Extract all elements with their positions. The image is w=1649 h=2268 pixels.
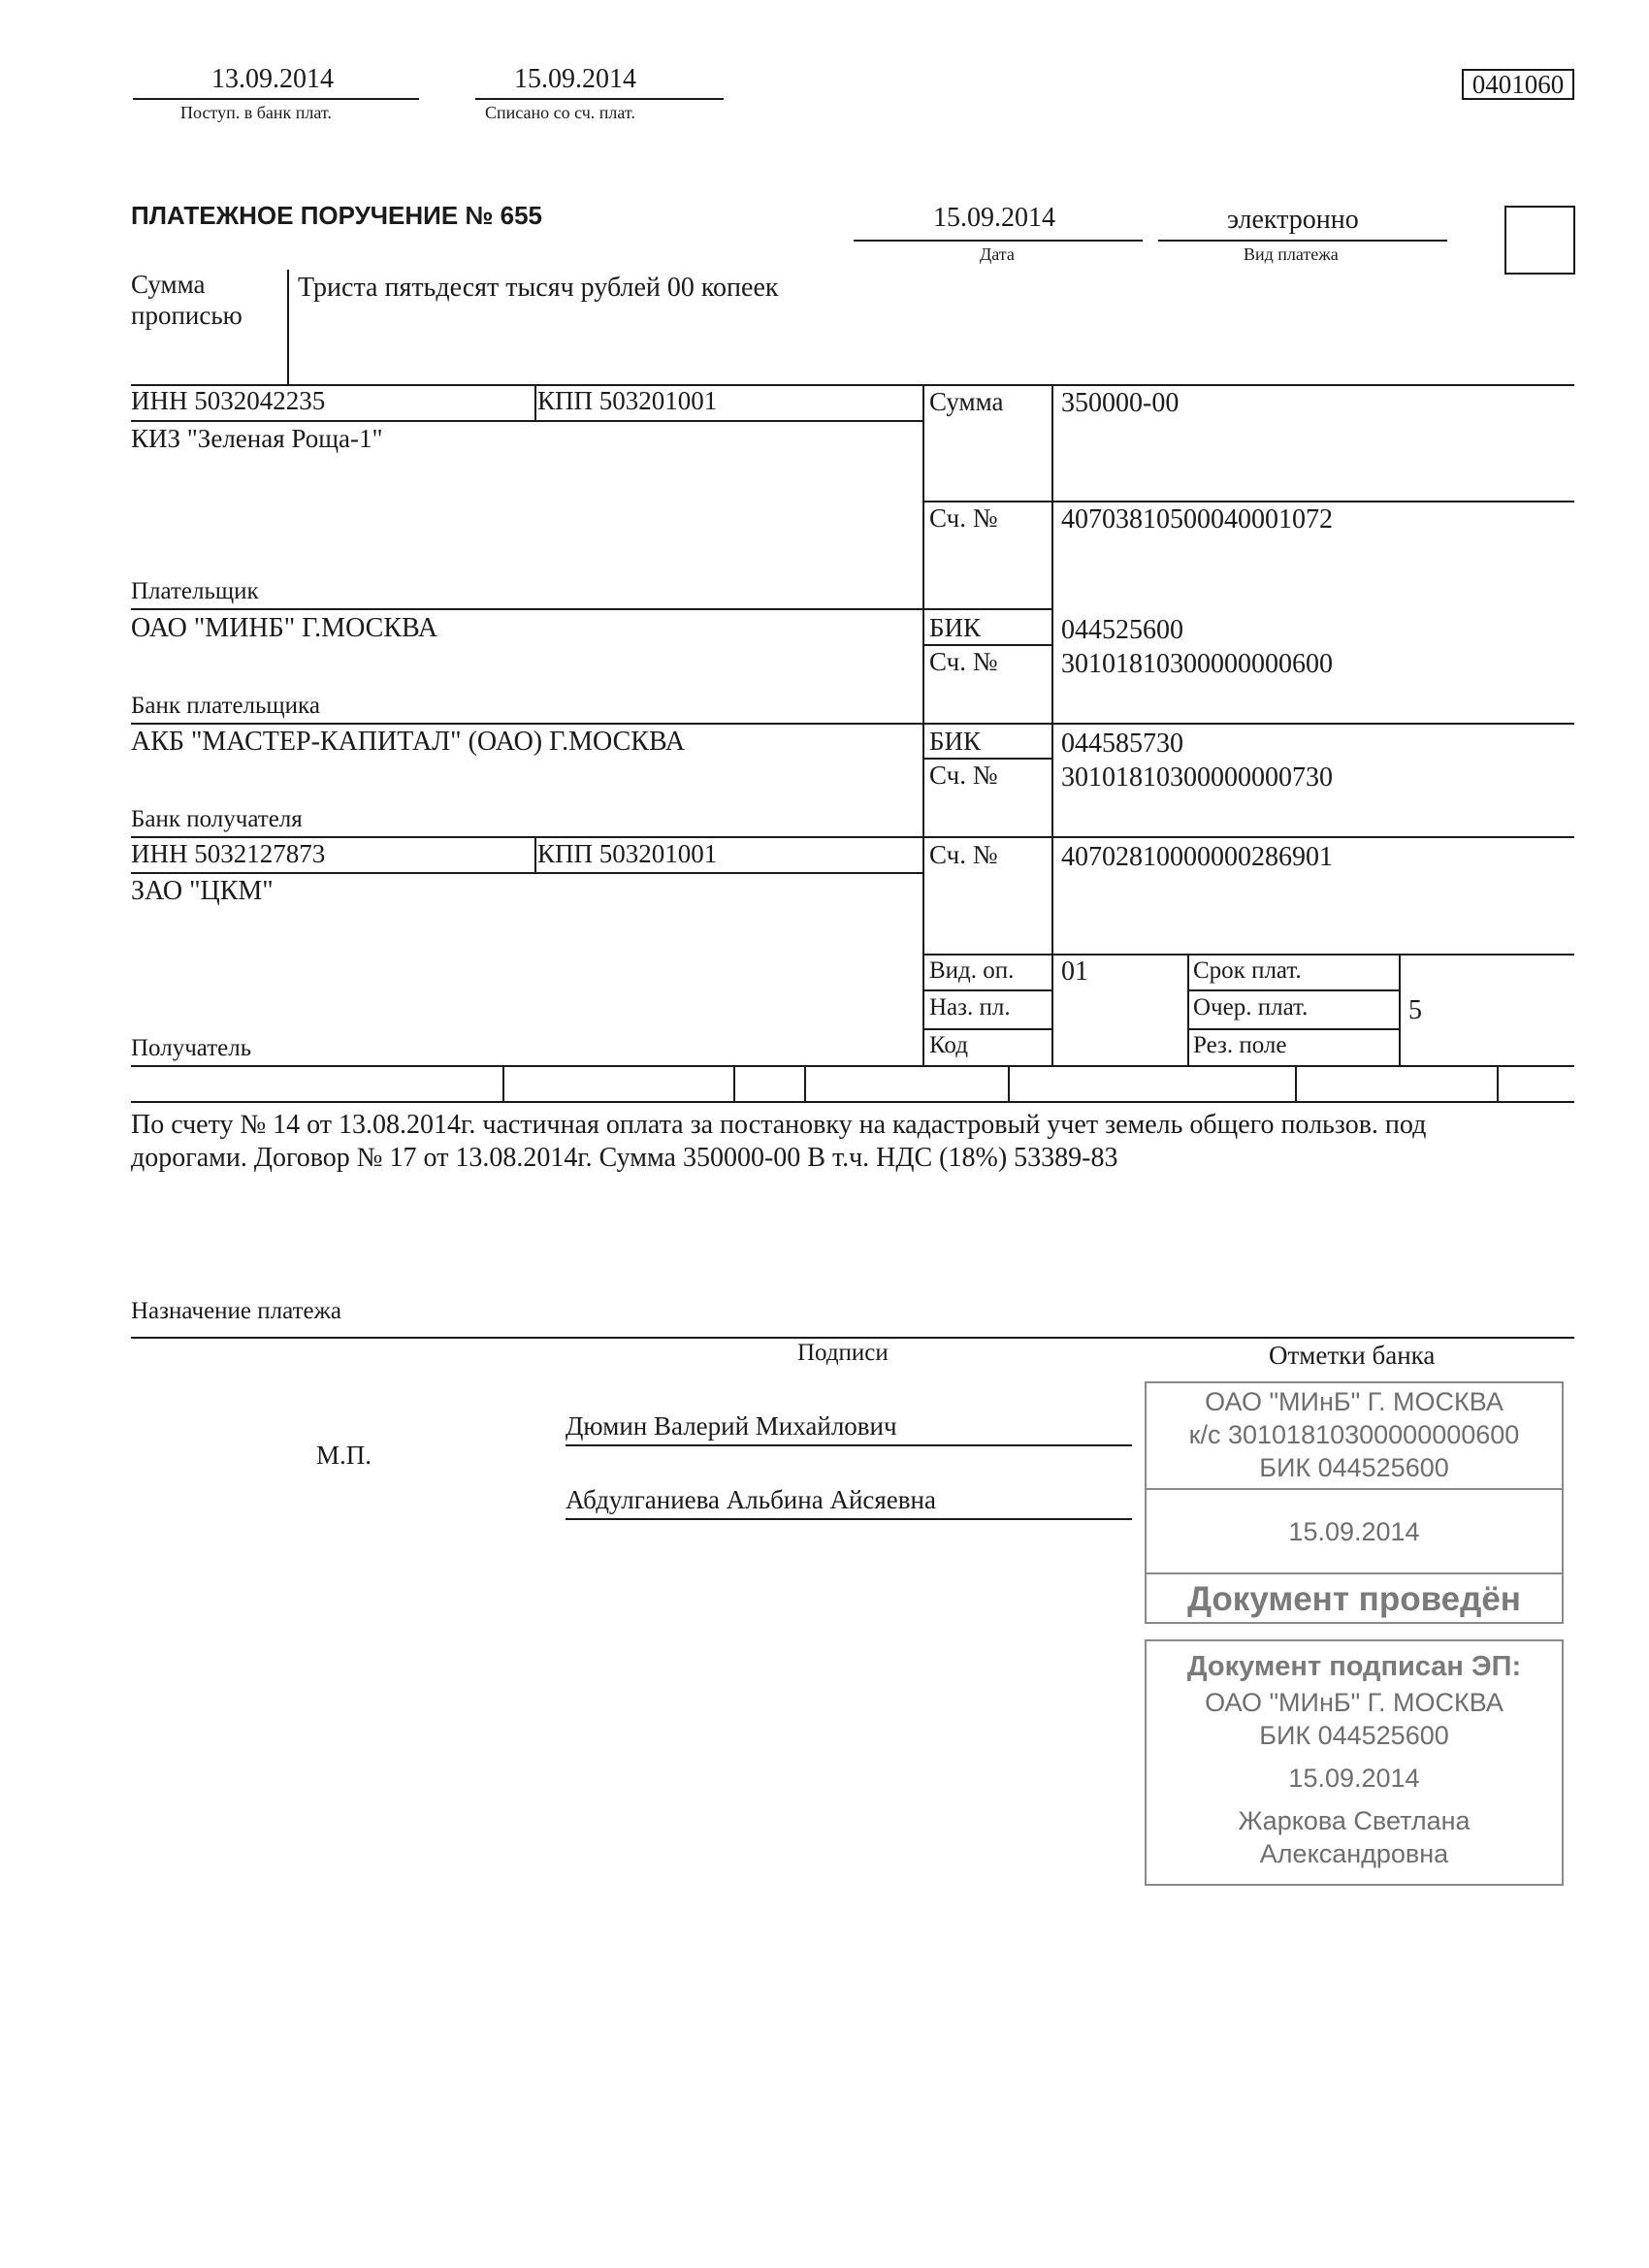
grid-payee-inn-kpp-divider (534, 836, 536, 874)
payee-bank-bik-label: БИК (929, 727, 982, 756)
document-date-underline (854, 240, 1143, 242)
grid-payee-inn-line (131, 872, 924, 874)
payee-bank-bik: 044585730 (1061, 729, 1183, 759)
grid-strip-div-5 (1295, 1065, 1297, 1103)
payee-bank-name: АКБ "МАСТЕР-КАПИТАЛ" (ОАО) Г.МОСКВА (131, 727, 686, 757)
amount-words-divider (287, 270, 289, 384)
document-date: 15.09.2014 (933, 203, 1055, 233)
form-code: 0401060 (1471, 70, 1565, 99)
grid-payer-bank-bottom-line (131, 723, 1574, 725)
grid-strip-bottom-line (131, 1101, 1574, 1103)
grid-payer-bottom-line (131, 608, 1052, 610)
purpose-bottom-line (131, 1337, 1574, 1339)
grid-payee-bank-bottom-line (131, 836, 1574, 838)
payer-kpp: КПП 503201001 (537, 386, 718, 415)
purpose-line-2: дорогами. Договор № 17 от 13.08.2014г. Сумма 350000-00 В т.ч. НДС (18%) 53389-83 (131, 1143, 1118, 1173)
grid-codes-row3-line-a (922, 1028, 1052, 1030)
grid-payee-bank-bik-line (922, 758, 1052, 760)
debited-date-label: Списано со сч. плат. (485, 103, 635, 122)
payer-bank-account-label: Сч. № (929, 647, 998, 676)
amount-words-label-1: Сумма (131, 270, 206, 299)
grid-payer-inn-line (131, 420, 924, 422)
code-label: Код (929, 1032, 968, 1058)
stamp2-signer-line-2: Александровна (1259, 1839, 1449, 1868)
payer-bank-name: ОАО "МИНБ" Г.МОСКВА (131, 613, 438, 643)
payer-bank-bik: 044525600 (1061, 615, 1183, 645)
stamp-place-label: М.П. (316, 1441, 372, 1470)
payee-bank-account: 30101810300000000730 (1061, 762, 1333, 793)
payee-label: Получатель (131, 1035, 252, 1061)
stamp2-line-2: БИК 044525600 (1259, 1721, 1449, 1750)
received-date-label: Поступ. в банк плат. (180, 103, 332, 122)
purpose-line-1: По счету № 14 от 13.08.2014г. частичная оплата за постановку на кадастровый учет земель общего пользов. под (131, 1110, 1427, 1140)
stamp1-status: Документ проведён (1187, 1580, 1521, 1618)
bank-stamp-processed (1145, 1381, 1564, 1624)
purpose-code-label: Наз. пл. (929, 994, 1011, 1021)
amount-value: 350000-00 (1061, 388, 1180, 418)
payer-bank-account: 30101810300000000600 (1061, 649, 1333, 679)
payee-account-label: Сч. № (929, 840, 998, 869)
grid-payer-bank-bik-line (922, 644, 1052, 646)
stamp2-title: Документ подписан ЭП: (1186, 1651, 1522, 1682)
stamp2-signer-line-1: Жаркова Светлана (1238, 1806, 1471, 1835)
grid-strip-div-6 (1497, 1065, 1499, 1103)
grid-amount-account-line (922, 501, 1574, 502)
amount-words-value: Триста пятьдесят тысяч рублей 00 копеек (298, 273, 779, 303)
amount-label: Сумма (929, 387, 1004, 416)
signer-2-line (566, 1518, 1132, 1520)
document-title: ПЛАТЕЖНОЕ ПОРУЧЕНИЕ № 655 (131, 201, 543, 230)
purpose-label: Назначение платежа (131, 1298, 341, 1324)
payee-account: 40702810000000286901 (1061, 842, 1333, 872)
grid-strip-div-1 (502, 1065, 504, 1103)
document-date-label: Дата (980, 244, 1015, 264)
payment-type: электронно (1227, 205, 1359, 235)
signatures-label: Подписи (797, 1340, 889, 1366)
debited-date: 15.09.2014 (514, 64, 636, 94)
stamp1-line-3: БИК 044525600 (1259, 1453, 1449, 1482)
grid-strip-div-4 (1008, 1065, 1010, 1103)
amount-words-label-2: прописью (131, 301, 242, 330)
grid-strip-div-3 (804, 1065, 806, 1103)
signer-1-line (566, 1444, 1132, 1446)
payment-type-label: Вид платежа (1244, 244, 1339, 264)
bank-marks-label: Отметки банка (1269, 1341, 1436, 1370)
priority-label: Очер. плат. (1193, 994, 1309, 1021)
term-label: Срок плат. (1193, 957, 1302, 984)
payer-inn: ИНН 5032042235 (131, 386, 326, 415)
payer-account: 40703810500040001072 (1061, 504, 1333, 535)
grid-codes-row2-line-a (922, 989, 1052, 991)
signer-2: Абдулганиева Альбина Айсяевна (566, 1485, 936, 1514)
grid-top-line (131, 384, 1574, 386)
payee-bank-account-label: Сч. № (929, 761, 998, 790)
stamp1-separator-1 (1147, 1488, 1562, 1490)
payer-name: КИЗ "Зеленая Роща-1" (131, 424, 383, 453)
signer-1: Дюмин Валерий Михайлович (566, 1411, 897, 1441)
grid-codes-row3-line-b (1187, 1028, 1401, 1030)
grid-codes-row2-line-b (1187, 989, 1401, 991)
payer-bank-label: Банк плательщика (131, 693, 320, 719)
payee-name: ЗАО "ЦКМ" (131, 876, 274, 906)
op-type-value: 01 (1061, 956, 1088, 987)
stamp1-line-2: к/с 30101810300000000600 (1188, 1420, 1520, 1449)
payment-type-underline (1158, 240, 1447, 242)
received-date-underline (133, 98, 419, 100)
mark-box (1504, 206, 1575, 275)
grid-codes-col-a (1187, 954, 1189, 1065)
payee-kpp: КПП 503201001 (537, 839, 718, 868)
op-type-label: Вид. оп. (929, 957, 1015, 984)
grid-col-left (922, 384, 924, 1065)
payer-account-label: Сч. № (929, 503, 998, 533)
grid-codes-col-b (1399, 954, 1401, 1065)
reserve-label: Рез. поле (1193, 1032, 1287, 1058)
priority-value: 5 (1408, 995, 1422, 1025)
payee-inn: ИНН 5032127873 (131, 839, 326, 868)
stamp1-date: 15.09.2014 (1288, 1517, 1420, 1546)
payer-label: Плательщик (131, 578, 259, 604)
stamp1-separator-2 (1147, 1572, 1562, 1574)
grid-strip-div-2 (733, 1065, 735, 1103)
debited-date-underline (475, 98, 724, 100)
received-date: 13.09.2014 (211, 64, 334, 94)
payee-bank-label: Банк получателя (131, 806, 303, 832)
stamp2-line-1: ОАО "МИнБ" Г. МОСКВА (1205, 1688, 1504, 1717)
grid-col-mid (1051, 384, 1053, 1065)
form-code-box (1462, 69, 1574, 100)
grid-strip-top-line (131, 1065, 1574, 1067)
grid-codes-top-line (922, 954, 1574, 956)
bank-stamp-signed (1145, 1639, 1564, 1886)
grid-payer-inn-kpp-divider (534, 384, 536, 422)
payer-bank-bik-label: БИК (929, 613, 982, 642)
stamp1-line-1: ОАО "МИнБ" Г. МОСКВА (1205, 1387, 1504, 1416)
stamp2-date: 15.09.2014 (1288, 1764, 1420, 1793)
